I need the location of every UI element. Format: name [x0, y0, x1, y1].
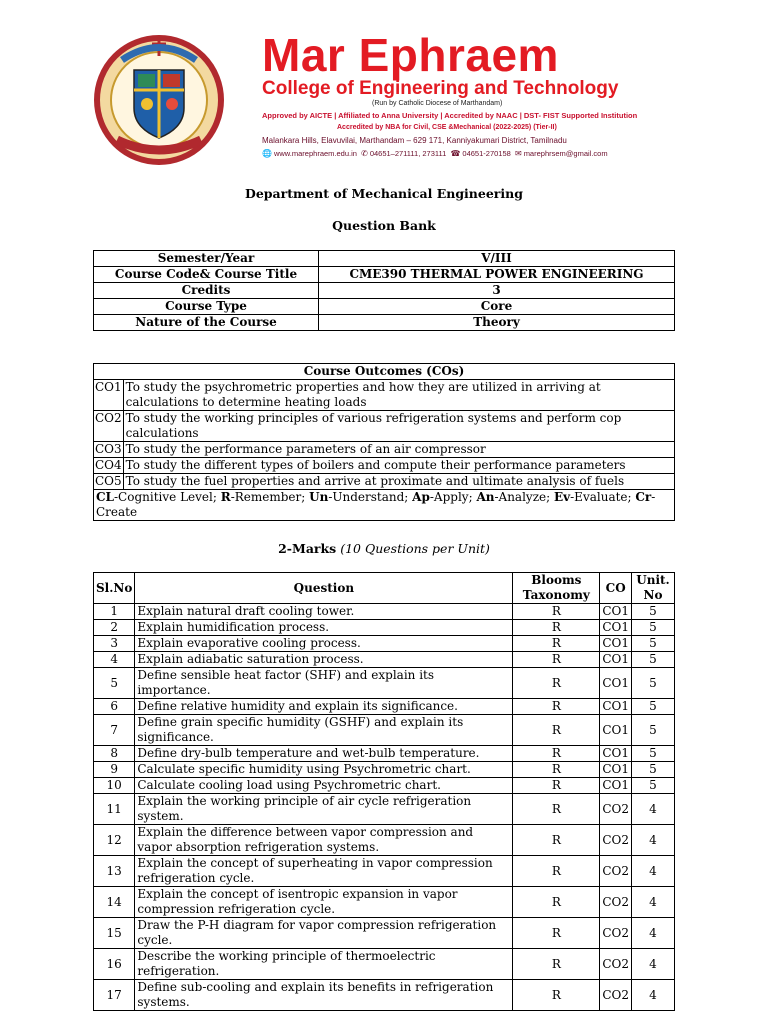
legend-desc: -Analyze; — [494, 490, 554, 504]
col-question: Question — [135, 573, 513, 604]
phone: 04651–271111, 273111 — [369, 149, 447, 158]
legend-key: Ev — [554, 490, 571, 504]
outcomes-heading: Course Outcomes (COs) — [94, 364, 675, 380]
questions-table — [93, 572, 675, 1011]
question-slno: 3 — [94, 636, 135, 652]
legend-key: Un — [309, 490, 329, 504]
question-co: CO1 — [600, 762, 632, 778]
course-info-value: CME390 THERMAL POWER ENGINEERING — [319, 267, 675, 283]
question-blooms: R — [513, 762, 600, 778]
question-blooms: R — [513, 856, 600, 887]
course-outcomes-table — [93, 363, 675, 521]
question-row — [94, 636, 675, 652]
question-row — [94, 794, 675, 825]
legend-desc: -Remember; — [230, 490, 310, 504]
question-co: CO2 — [600, 825, 632, 856]
document-title: Question Bank — [332, 218, 436, 233]
college-subtitle: College of Engineering and Technology — [262, 78, 619, 99]
course-info-label: Credits — [94, 283, 319, 299]
col-blooms: Blooms Taxonomy — [513, 573, 600, 604]
question-unit: 4 — [632, 918, 675, 949]
question-unit: 5 — [632, 715, 675, 746]
question-unit: 4 — [632, 856, 675, 887]
question-row — [94, 762, 675, 778]
question-blooms: R — [513, 620, 600, 636]
question-text: Explain the concept of superheating in vapor compression refrigeration cycle. — [135, 856, 513, 887]
globe-icon: 🌐 — [262, 149, 272, 158]
fax-icon: ☎ — [450, 149, 461, 158]
outcome-row — [94, 411, 675, 442]
question-slno: 10 — [94, 778, 135, 794]
question-blooms: R — [513, 794, 600, 825]
question-co: CO1 — [600, 746, 632, 762]
question-co: CO1 — [600, 604, 632, 620]
question-co: CO1 — [600, 620, 632, 636]
college-header — [92, 30, 672, 170]
question-blooms: R — [513, 715, 600, 746]
question-row — [94, 620, 675, 636]
legend-row — [94, 490, 675, 521]
questions-header-row — [94, 573, 675, 604]
fax: 04651-270158 — [462, 149, 511, 158]
question-blooms: R — [513, 746, 600, 762]
marks-note: (10 Questions per Unit) — [340, 541, 490, 556]
phone-icon: ✆ — [361, 149, 368, 158]
question-blooms: R — [513, 918, 600, 949]
question-slno: 6 — [94, 699, 135, 715]
question-unit: 5 — [632, 620, 675, 636]
question-text: Explain humidification process. — [135, 620, 513, 636]
question-co: CO2 — [600, 856, 632, 887]
question-slno: 9 — [94, 762, 135, 778]
question-co: CO2 — [600, 949, 632, 980]
question-blooms: R — [513, 980, 600, 1011]
run-by-line: (Run by Catholic Diocese of Marthandam) — [372, 100, 503, 107]
question-unit: 5 — [632, 652, 675, 668]
question-row — [94, 825, 675, 856]
question-text: Explain evaporative cooling process. — [135, 636, 513, 652]
question-text: Define sub-cooling and explain its benefits in refrigeration systems. — [135, 980, 513, 1011]
question-text: Explain the concept of isentropic expansion in vapor compression refrigeration cycle. — [135, 887, 513, 918]
question-co: CO2 — [600, 887, 632, 918]
outcome-text: To study the fuel properties and arrive at proximate and ultimate analysis of fuels — [123, 474, 674, 490]
legend-desc: -Cognitive Level; — [114, 490, 221, 504]
outcome-row — [94, 442, 675, 458]
outcome-text: To study the psychrometric properties and how they are utilized in arriving at calculations to determine heating loads — [123, 380, 674, 411]
question-unit: 5 — [632, 668, 675, 699]
question-row — [94, 918, 675, 949]
outcome-id: CO4 — [95, 458, 122, 472]
question-co: CO1 — [600, 699, 632, 715]
question-slno: 4 — [94, 652, 135, 668]
course-info-label: Nature of the Course — [94, 315, 319, 331]
question-co: CO1 — [600, 652, 632, 668]
question-slno: 12 — [94, 825, 135, 856]
question-row — [94, 746, 675, 762]
outcome-id: CO3 — [95, 442, 122, 456]
question-co: CO2 — [600, 918, 632, 949]
question-text: Draw the P-H diagram for vapor compression refrigeration cycle. — [135, 918, 513, 949]
question-text: Define grain specific humidity (GSHF) and explain its significance. — [135, 715, 513, 746]
outcome-text: To study the working principles of various refrigeration systems and perform cop calculations — [123, 411, 674, 442]
approval-line: Approved by AICTE | Affiliated to Anna University | Accredited by NAAC | DST- FIST Supported Institution — [262, 111, 638, 120]
question-slno: 2 — [94, 620, 135, 636]
legend-key: R — [220, 490, 231, 504]
outcome-id: CO2 — [94, 411, 124, 442]
course-info-value: V/III — [319, 251, 675, 267]
question-text: Define dry-bulb temperature and wet-bulb temperature. — [135, 746, 513, 762]
question-co: CO2 — [600, 794, 632, 825]
question-unit: 5 — [632, 699, 675, 715]
question-row — [94, 715, 675, 746]
accreditation-line: Accredited by NBA for Civil, CSE &Mechanical (2022-2025) (Tier-II) — [337, 124, 557, 131]
question-text: Calculate specific humidity using Psychrometric chart. — [135, 762, 513, 778]
question-unit: 5 — [632, 746, 675, 762]
question-co: CO1 — [600, 778, 632, 794]
legend-desc: -Evaluate; — [570, 490, 636, 504]
course-info-row — [94, 299, 675, 315]
question-row — [94, 604, 675, 620]
outcome-id: CO1 — [94, 380, 124, 411]
question-text: Define relative humidity and explain its significance. — [135, 699, 513, 715]
outcome-text: To study the different types of boilers and compute their performance parameters — [123, 458, 674, 474]
legend-key: An — [476, 490, 495, 504]
question-unit: 5 — [632, 636, 675, 652]
question-row — [94, 652, 675, 668]
question-co: CO2 — [600, 980, 632, 1011]
question-slno: 11 — [94, 794, 135, 825]
question-slno: 7 — [94, 715, 135, 746]
col-slno: Sl.No — [94, 573, 135, 604]
question-blooms: R — [513, 636, 600, 652]
course-info-row — [94, 267, 675, 283]
question-slno: 17 — [94, 980, 135, 1011]
course-info-label: Course Code& Course Title — [94, 267, 319, 283]
legend-key: Ap — [412, 490, 430, 504]
legend-desc: -Understand; — [328, 490, 413, 504]
email[interactable]: marephrsem@gmail.com — [523, 149, 608, 158]
question-blooms: R — [513, 604, 600, 620]
question-row — [94, 949, 675, 980]
col-unit: Unit. No — [632, 573, 675, 604]
question-blooms: R — [513, 887, 600, 918]
outcome-row — [94, 474, 675, 490]
question-unit: 4 — [632, 825, 675, 856]
question-row — [94, 778, 675, 794]
mail-icon: ✉ — [514, 149, 522, 158]
question-co: CO1 — [600, 668, 632, 699]
question-row — [94, 887, 675, 918]
legend-key: Cr — [635, 490, 652, 504]
question-unit: 5 — [632, 778, 675, 794]
question-unit: 4 — [632, 949, 675, 980]
question-slno: 8 — [94, 746, 135, 762]
question-blooms: R — [513, 668, 600, 699]
question-text: Define sensible heat factor (SHF) and explain its importance. — [135, 668, 513, 699]
course-info-row — [94, 283, 675, 299]
question-text: Describe the working principle of thermoelectric refrigeration. — [135, 949, 513, 980]
marks-section-title — [0, 541, 768, 556]
course-info-label: Semester/Year — [94, 251, 319, 267]
outcome-id: CO5 — [95, 474, 122, 488]
course-info-row — [94, 251, 675, 267]
question-row — [94, 856, 675, 887]
course-info-table — [93, 250, 675, 331]
question-unit: 4 — [632, 887, 675, 918]
department-title: Department of Mechanical Engineering — [245, 186, 523, 201]
course-info-value: Theory — [319, 315, 675, 331]
question-slno: 14 — [94, 887, 135, 918]
contact-line — [262, 149, 608, 158]
question-row — [94, 980, 675, 1011]
course-info-value: Core — [319, 299, 675, 315]
question-blooms: R — [513, 699, 600, 715]
cognitive-legend — [94, 490, 675, 521]
legend-desc: -Apply; — [429, 490, 477, 504]
college-name: Mar Ephraem — [262, 29, 559, 81]
question-unit: 4 — [632, 980, 675, 1011]
address-line: Malankara Hills, Elavuvilai, Marthandam – 629 171, Kanniyakumari District, Tamilnadu — [262, 136, 567, 145]
question-text: Explain natural draft cooling tower. — [135, 604, 513, 620]
col-co: CO — [600, 573, 632, 604]
course-info-label: Course Type — [94, 299, 319, 315]
question-row — [94, 699, 675, 715]
outcome-text: To study the performance parameters of an air compressor — [123, 442, 674, 458]
question-text: Explain the working principle of air cycle refrigeration system. — [135, 794, 513, 825]
outcomes-header-row — [94, 364, 675, 380]
outcome-row — [94, 380, 675, 411]
question-co: CO1 — [600, 636, 632, 652]
question-text: Explain the difference between vapor compression and vapor absorption refrigeration systems. — [135, 825, 513, 856]
course-info-value: 3 — [319, 283, 675, 299]
question-slno: 5 — [94, 668, 135, 699]
question-slno: 16 — [94, 949, 135, 980]
legend-desc: -Create — [96, 490, 656, 519]
question-unit: 5 — [632, 762, 675, 778]
question-text: Calculate cooling load using Psychrometric chart. — [135, 778, 513, 794]
question-co: CO1 — [600, 715, 632, 746]
question-unit: 4 — [632, 794, 675, 825]
question-slno: 1 — [94, 604, 135, 620]
outcome-row — [94, 458, 675, 474]
website[interactable]: www.marephraem.edu.in — [273, 149, 357, 158]
question-row — [94, 668, 675, 699]
question-unit: 5 — [632, 604, 675, 620]
question-blooms: R — [513, 825, 600, 856]
question-blooms: R — [513, 778, 600, 794]
question-slno: 15 — [94, 918, 135, 949]
question-blooms: R — [513, 949, 600, 980]
question-blooms: R — [513, 652, 600, 668]
marks-label: 2-Marks — [278, 541, 337, 556]
question-text: Explain adiabatic saturation process. — [135, 652, 513, 668]
question-slno: 13 — [94, 856, 135, 887]
college-crest-icon — [92, 30, 227, 170]
course-info-row — [94, 315, 675, 331]
legend-key: CL — [96, 490, 114, 504]
